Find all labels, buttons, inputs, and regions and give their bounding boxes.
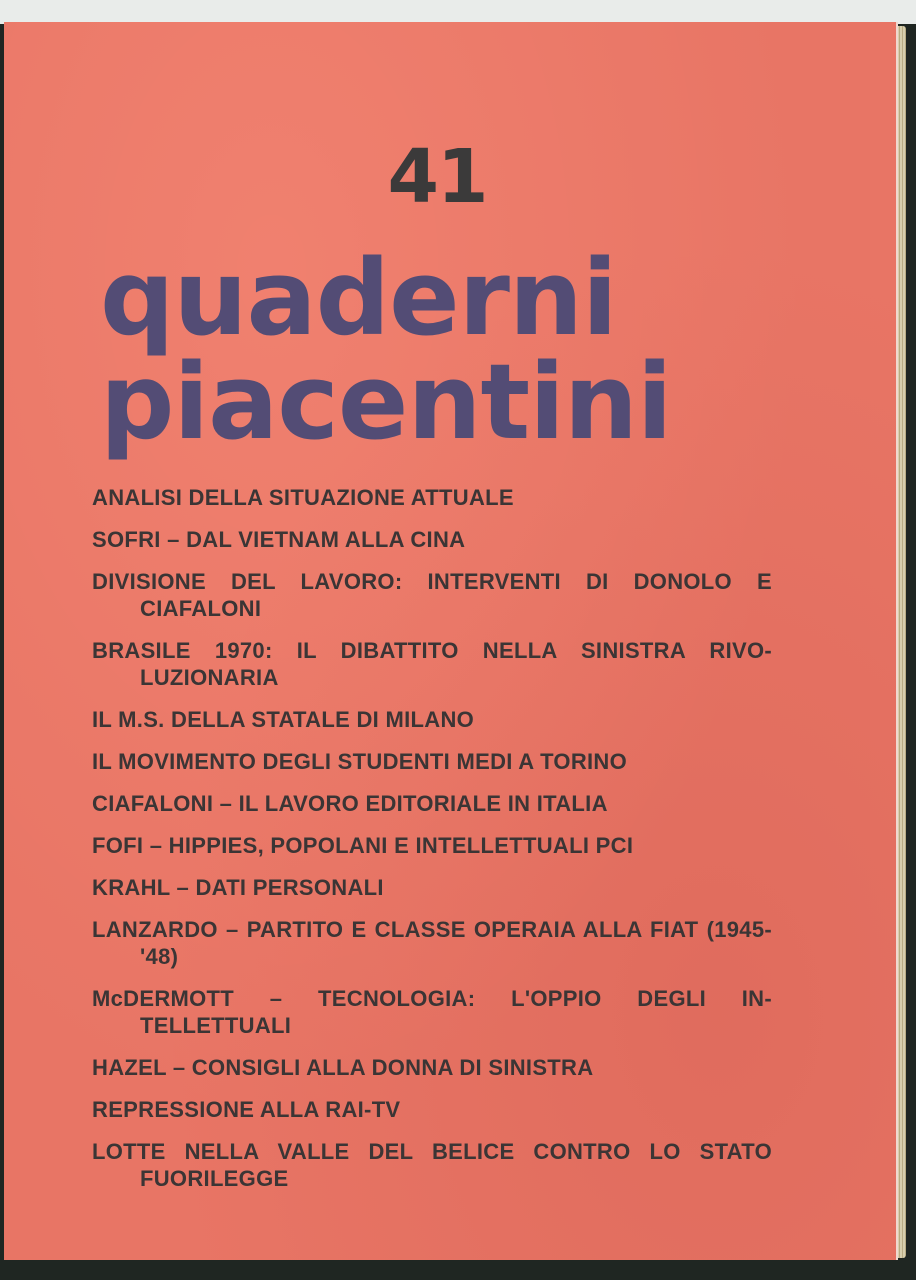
contents-item: LANZARDO – PARTITO E CLASSE OPERAIA ALLA FIAT (1945-'48) (92, 917, 772, 969)
magazine-cover (4, 22, 896, 1260)
journal-title (100, 237, 800, 463)
issue-number: 41 (387, 134, 487, 220)
table-of-contents (92, 484, 772, 1207)
contents-item: REPRESSIONE ALLA RAI-TV (92, 1097, 401, 1122)
scan-border-top (0, 0, 916, 24)
contents-item: DIVISIONE DEL LAVORO: INTERVENTI DI DONOLO E CIAFALONI (92, 569, 772, 621)
contents-item: CIAFALONI – IL LAVORO EDITORIALE IN ITALIA (92, 791, 608, 816)
contents-item: HAZEL – CONSIGLI ALLA DONNA DI SINISTRA (92, 1055, 594, 1080)
contents-item: SOFRI – DAL VIETNAM ALLA CINA (92, 527, 466, 552)
contents-item: ANALISI DELLA SITUAZIONE ATTUALE (92, 485, 514, 510)
contents-item: IL MOVIMENTO DEGLI STUDENTI MEDI A TORINO (92, 749, 628, 774)
contents-item: McDERMOTT – TECNOLOGIA: L'OPPIO DEGLI IN-TELLETTUALI (92, 986, 772, 1038)
contents-item: KRAHL – DATI PERSONALI (92, 875, 384, 900)
contents-item: FOFI – HIPPIES, POPOLANI E INTELLETTUALI PCI (92, 833, 634, 858)
contents-item: IL M.S. DELLA STATALE DI MILANO (92, 707, 475, 732)
contents-item: BRASILE 1970: IL DIBATTITO NELLA SINISTRA RIVO-LUZIONARIA (92, 638, 772, 690)
contents-item: LOTTE NELLA VALLE DEL BELICE CONTRO LO STATO FUORILEGGE (92, 1139, 772, 1191)
journal-title-line-1: quaderni (100, 237, 617, 359)
journal-title-line-2: piacentini (100, 341, 672, 463)
